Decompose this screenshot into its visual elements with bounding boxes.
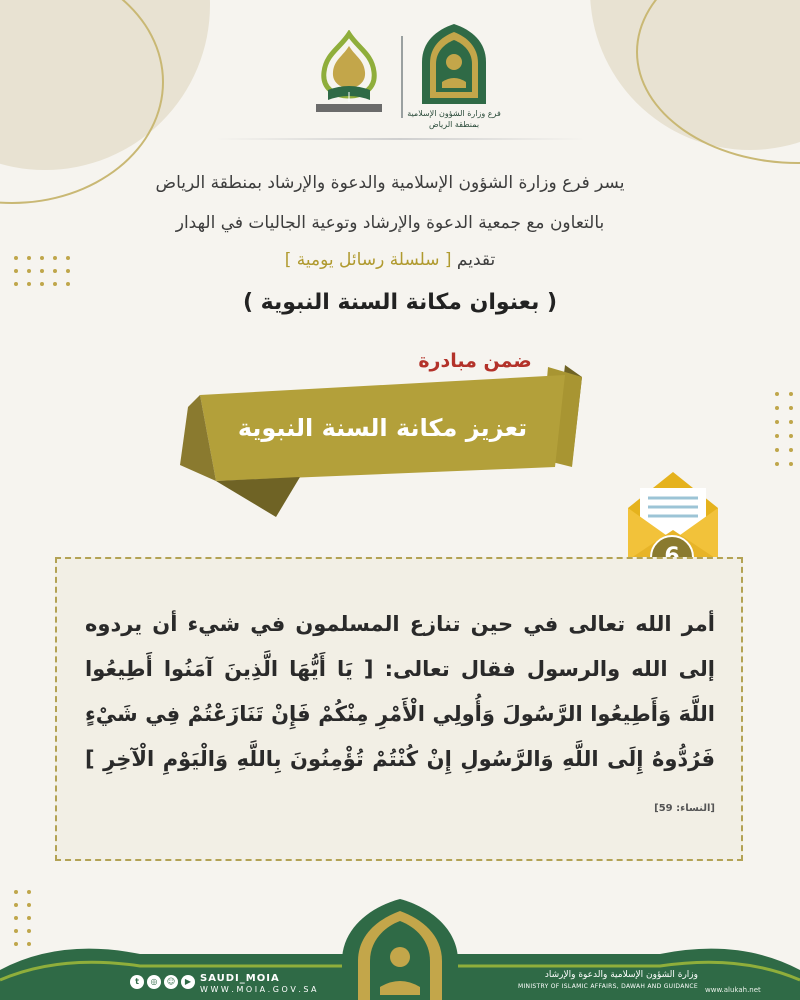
intro-line-1: يسر فرع وزارة الشؤون الإسلامية والدعوة والإرشاد بمنطقة الرياض: [155, 173, 625, 193]
social-icons: [130, 975, 195, 989]
message-body: أمر الله تعالى في حين تنازع المسلمون في شيء أن يردوه إلى الله والرسول فقال تعالى: [ يَا أَيُّهَا الَّذِينَ آمَنُوا أَطِيعُوا اللَّهَ وَأَطِيعُوا الرَّسُولَ وَأُولِي الْأَمْرِ مِنْكُمْ فَإِنْ تَنَازَعْتُمْ فِي شَيْءٍ فَرُدُّوهُ إِلَى اللَّهِ وَالرَّسُولِ إِنْ كُنْتُمْ تُؤْمِنُونَ بِاللَّهِ وَالْيَوْمِ الْآخِرِ ]: [85, 612, 715, 771]
intro-line-2: بالتعاون مع جمعية الدعوة والإرشاد وتوعية الجاليات في الهدار: [175, 213, 605, 233]
ministry-logo-caption: فرع وزارة الشؤون الإسلامية بمنطقة الرياض: [407, 109, 501, 129]
footer-emblem: [330, 895, 470, 1000]
ministry-name-ar: وزارة الشؤون الإسلامية والدعوة والإرشاد: [544, 970, 698, 980]
intro-presenting-label: تقديم: [456, 250, 496, 270]
intro-line-3: [60, 250, 720, 270]
footer-ministry: [478, 969, 698, 993]
initiative-ribbon: [180, 355, 600, 535]
watermark: www.alukah.net: [705, 986, 761, 994]
twitter-icon[interactable]: t: [130, 975, 144, 989]
ministry-name-en: MINISTRY OF ISLAMIC AFFAIRS, DAWAH AND GUIDANCE: [518, 983, 698, 990]
header-logos: [0, 20, 800, 130]
footer-contact: [200, 973, 317, 995]
social-handle[interactable]: SAUDI_MOIA: [200, 973, 280, 984]
header-separator: [215, 138, 585, 140]
logo-divider: [401, 36, 403, 118]
quran-book-dome-logo: [308, 30, 390, 122]
youtube-icon[interactable]: ▶: [181, 975, 195, 989]
page-title: ( بعنوان مكانة السنة النبوية ): [242, 290, 558, 315]
message-text: [85, 602, 715, 831]
initiative-ribbon-text: تعزيز مكانة السنة النبوية: [237, 414, 528, 442]
ministry-emblem-logo: [414, 22, 494, 112]
dot-grid-right: [775, 392, 793, 466]
series-name: [ سلسلة رسائل يومية ]: [284, 250, 452, 270]
snapchat-icon[interactable]: ☺: [164, 975, 178, 989]
instagram-icon[interactable]: ◎: [147, 975, 161, 989]
quran-reference: [النساء: 59]: [654, 803, 715, 814]
website-link[interactable]: W W W . M O I A . G O V . S A: [200, 985, 317, 994]
initiative-label: ضمن مبادرة: [418, 350, 532, 372]
